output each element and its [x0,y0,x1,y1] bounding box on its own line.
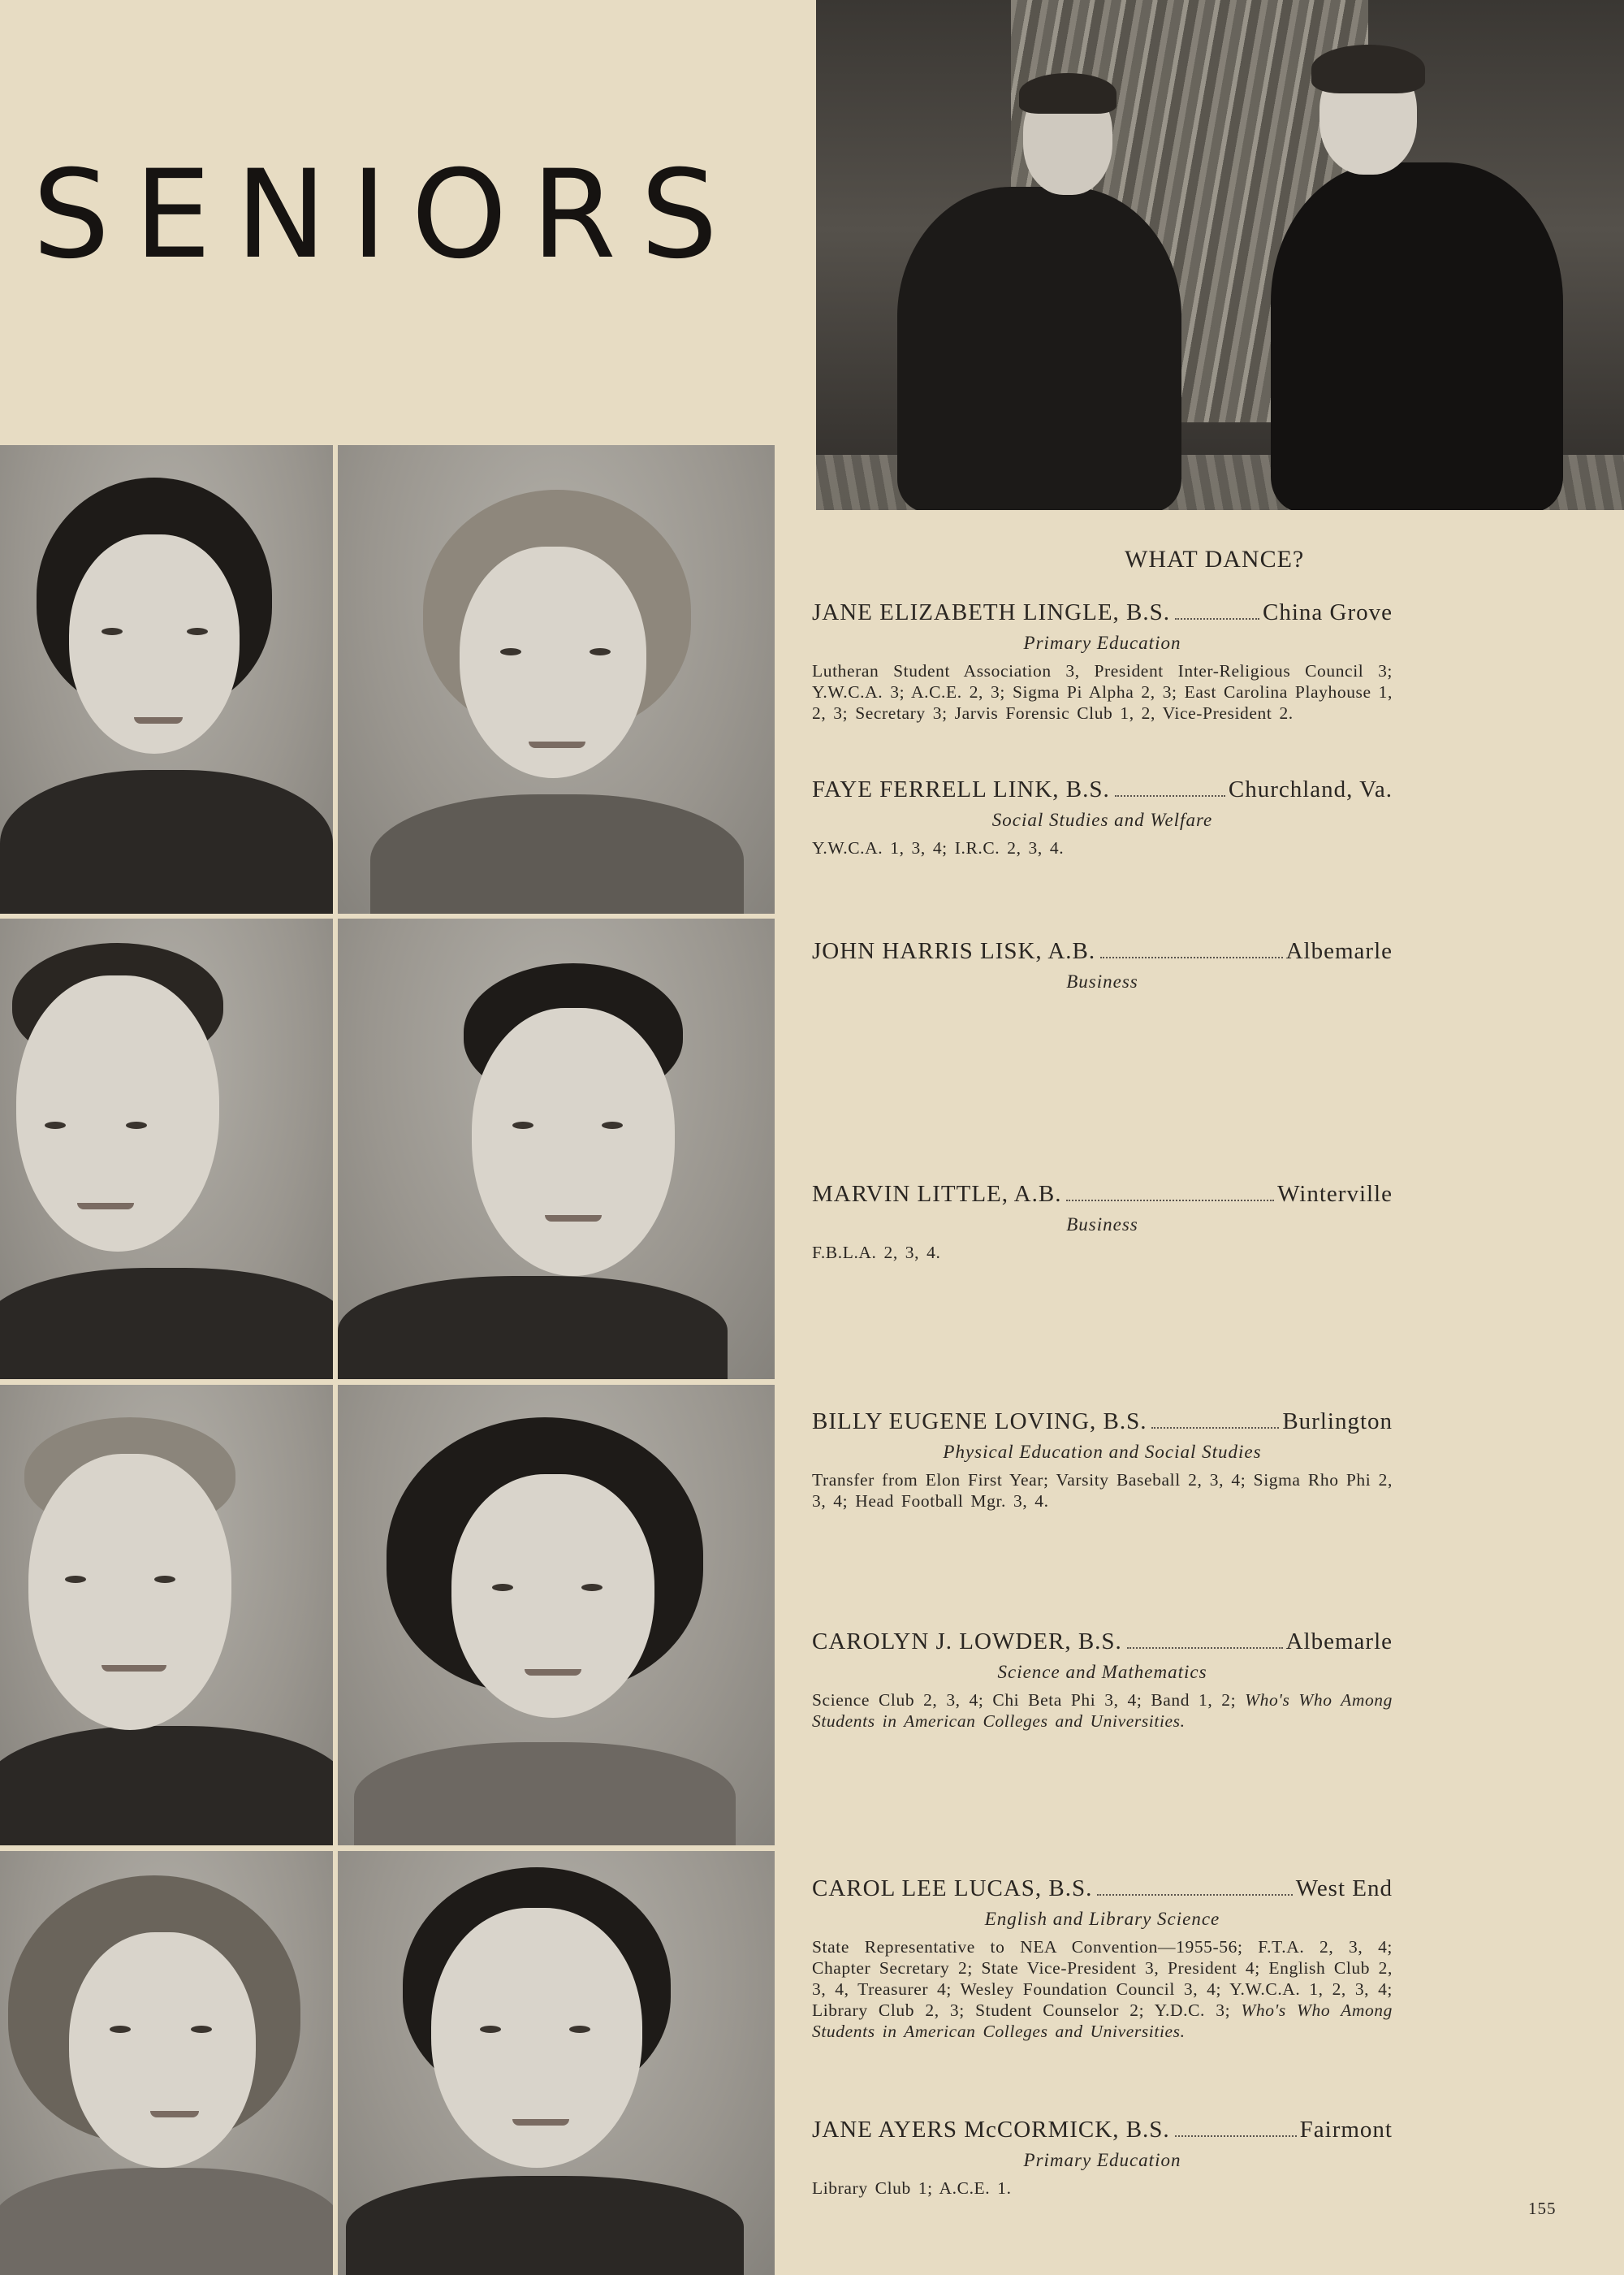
entry-link [812,776,1393,859]
entry-hometown: Albemarle [1285,938,1393,964]
entry-name: JANE ELIZABETH LINGLE, B.S. [812,599,1171,625]
portrait-loving [0,1385,333,1845]
entry-major: Social Studies and Welfare [991,810,1213,830]
entry-major: Physical Education and Social Studies [943,1442,1262,1462]
entry-lowder [812,1628,1393,1732]
entry-activities: Lutheran Student Association 3, President Inter-Religious Council 3; Y.W.C.A. 3; A.C.E. 2, 3; Sigma Pi Alpha 2, 3; East Carolina Playhouse 1, 2, 3; Secretary 3; Jarvis Forensic Club 1, 2, Vice-President 2. [812,661,1393,723]
entry-activities: Transfer from Elon First Year; Varsity Baseball 2, 3, 4; Sigma Rho Phi 2, 3, 4; Head Football Mgr. 3, 4. [812,1470,1393,1511]
entry-activities: Science Club 2, 3, 4; Chi Beta Phi 3, 4; Band 1, 2; Who's Who Among Students in American Colleges and Universities. [812,1690,1393,1731]
entry-activities: Library Club 1; A.C.E. 1. [812,2178,1012,2198]
entry-loving [812,1408,1393,1512]
portrait-little [338,919,775,1379]
entry-name: JOHN HARRIS LISK, A.B. [812,938,1096,964]
entry-major: Primary Education [1023,2150,1181,2170]
entry-hometown: Winterville [1277,1181,1393,1207]
entry-name: JANE AYERS McCORMICK, B.S. [812,2117,1170,2143]
portrait-lucas [0,1851,333,2275]
portrait-lowder [338,1385,775,1845]
entry-hometown: China Grove [1263,599,1393,625]
photo-caption: WHAT DANCE? [1125,546,1305,573]
entry-hometown: Fairmont [1299,2117,1393,2143]
portrait-lingle [0,445,333,914]
entry-name: MARVIN LITTLE, A.B. [812,1181,1062,1207]
entry-major: English and Library Science [984,1909,1220,1929]
entry-name: FAYE FERRELL LINK, B.S. [812,776,1110,802]
entry-little [812,1181,1393,1263]
portrait-link [338,445,775,914]
entry-name: BILLY EUGENE LOVING, B.S. [812,1408,1147,1434]
entry-hometown: Churchland, Va. [1228,776,1393,802]
entry-name: CAROL LEE LUCAS, B.S. [812,1875,1093,1901]
entry-lucas [812,1875,1393,2042]
entry-activities: State Representative to NEA Convention—1955-56; F.T.A. 2, 3, 4; Chapter Secretary 2; State Vice-President 3, President 4; English Club 2, 3, 4, Treasurer 4; Wesley Foundation Council 3, 4; Y.W.C.A. 1, 2, 3, 4; Library Club 2, 3; Student Counselor 2; Y.D.C. 3; Who's Who Among Students in American Colleges and Universities. [812,1937,1393,2041]
entry-major: Business [1066,1214,1138,1235]
entry-major: Primary Education [1023,633,1181,653]
entry-hometown: Burlington [1282,1408,1393,1434]
entry-activities: Y.W.C.A. 1, 3, 4; I.R.C. 2, 3, 4. [812,838,1065,858]
entry-lingle [812,599,1393,724]
dance-photo [816,0,1624,510]
entry-hometown: Albemarle [1285,1628,1393,1654]
entry-hometown: West End [1295,1875,1393,1901]
page-title: SENIORS [32,145,742,286]
portrait-lisk [0,919,333,1379]
entry-major: Business [1066,971,1138,992]
entry-major: Science and Mathematics [997,1662,1207,1682]
entry-name: CAROLYN J. LOWDER, B.S. [812,1628,1122,1654]
page-number: 155 [1528,2199,1557,2218]
entry-lisk [812,938,1393,999]
entry-activities: F.B.L.A. 2, 3, 4. [812,1243,941,1262]
portrait-mccormick [338,1851,775,2275]
entry-mccormick [812,2117,1393,2199]
